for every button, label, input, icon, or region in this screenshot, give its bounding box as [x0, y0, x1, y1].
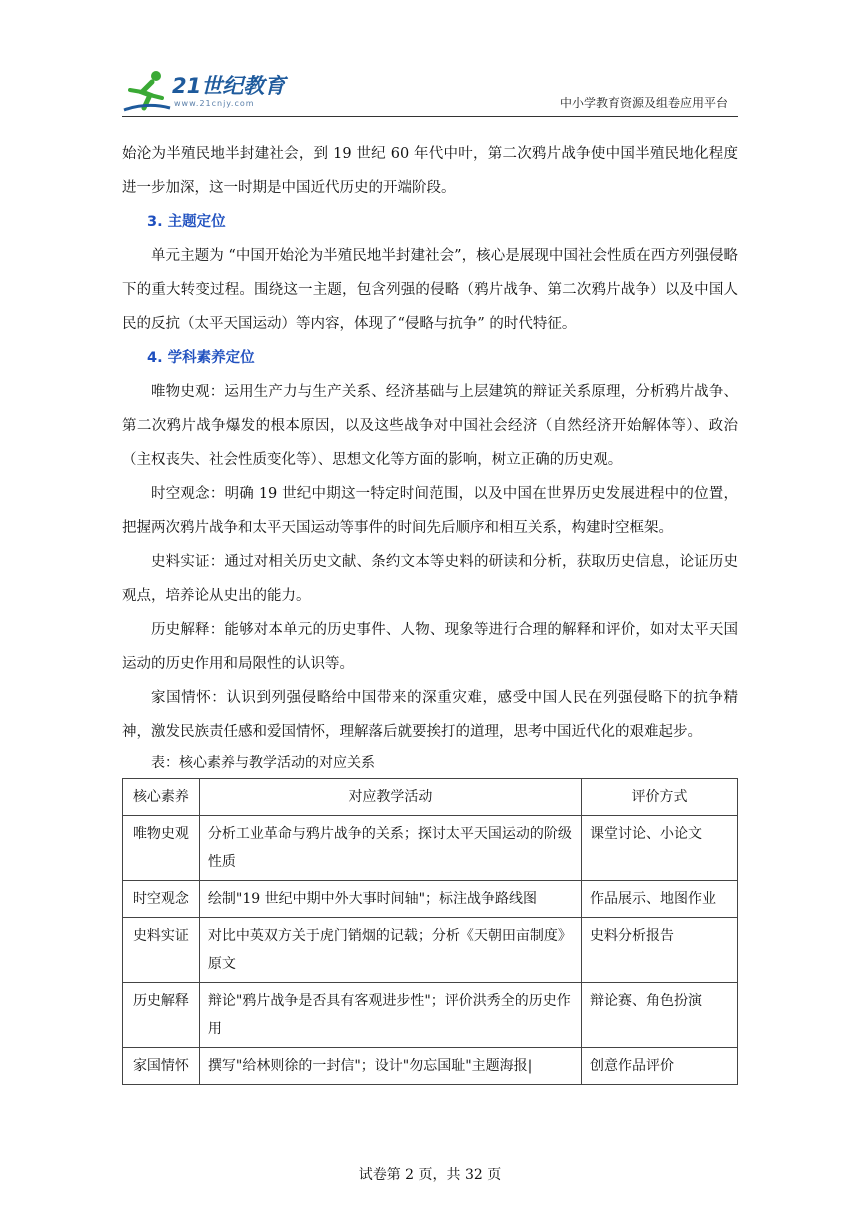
table-cell: 创意作品评价 — [582, 1048, 738, 1085]
logo-text: 21世纪教育 — [172, 74, 286, 98]
table-caption: 表：核心素养与教学活动的对应关系 — [151, 755, 375, 771]
table-cell: 家国情怀 — [123, 1048, 200, 1085]
intro-paragraph: 始沦为半殖民地半封建社会，到 19 世纪 60 年代中叶，第二次鸦片战争使中国半殖民地化程度进一步加深，这一时期是中国近代历史的开端阶段。 — [122, 146, 738, 196]
literacy-activity-table — [122, 778, 738, 1085]
table-header-cell: 对应教学活动 — [199, 779, 581, 816]
spacetime-paragraph: 时空观念：明确 19 世纪中期这一特定时间范围，以及中国在世界历史发展进程中的位置，把握两次鸦片战争和太平天国运动等事件的时间先后顺序和相互关系，构建时空框架。 — [122, 486, 738, 536]
table-cell: 课堂讨论、小论文 — [582, 816, 738, 881]
table-cell: 绘制"19 世纪中期中外大事时间轴"；标注战争路线图 — [199, 881, 581, 918]
page-header — [122, 64, 738, 117]
theme-paragraph: 单元主题为 “中国开始沦为半殖民地半封建社会”，核心是展现中国社会性质在西方列强侵略下的重大转变过程。围绕这一主题，包含列强的侵略（鸦片战争、第二次鸦片战争）以及中国人民的反抗（太平天国运动）等内容，体现了“侵略与抗争” 的时代特征。 — [122, 248, 738, 332]
table-row — [123, 918, 738, 983]
platform-name: 中小学教育资源及组卷应用平台 — [559, 96, 728, 110]
section-heading-theme: 3. 主题定位 — [147, 214, 226, 230]
logo-url: www.21cnjy.com — [174, 99, 255, 108]
evidence-paragraph: 史料实证：通过对相关历史文献、条约文本等史料的研读和分析，获取历史信息，论证历史观点，培养论从史出的能力。 — [122, 554, 738, 604]
table-header-cell: 核心素养 — [123, 779, 200, 816]
table-row — [123, 1048, 738, 1085]
table-row — [123, 881, 738, 918]
table-cell: 撰写"给林则徐的一封信"；设计"勿忘国耻"主题海报| — [199, 1048, 581, 1085]
interpretation-paragraph: 历史解释：能够对本单元的历史事件、人物、现象等进行合理的解释和评价，如对太平天国运动的历史作用和局限性的认识等。 — [122, 622, 738, 672]
table-cell: 作品展示、地图作业 — [582, 881, 738, 918]
table-cell: 唯物史观 — [123, 816, 200, 881]
page-footer: 试卷第 2 页，共 32 页 — [358, 1167, 502, 1183]
table-row — [123, 983, 738, 1048]
table-cell: 分析工业革命与鸦片战争的关系；探讨太平天国运动的阶级性质 — [199, 816, 581, 881]
patriotism-paragraph: 家国情怀：认识到列强侵略给中国带来的深重灾难，感受中国人民在列强侵略下的抗争精神，激发民族责任感和爱国情怀，理解落后就要挨打的道理，思考中国近代化的艰难起步。 — [122, 690, 738, 740]
table-cell: 对比中英双方关于虎门销烟的记载；分析《天朝田亩制度》原文 — [199, 918, 581, 983]
runner-logo-icon — [122, 68, 172, 114]
table-header-cell: 评价方式 — [582, 779, 738, 816]
table-header-row — [123, 779, 738, 816]
table-row — [123, 816, 738, 881]
logo — [122, 68, 292, 114]
table-cell: 辩论"鸦片战争是否具有客观进步性"；评价洪秀全的历史作用 — [199, 983, 581, 1048]
materialism-paragraph: 唯物史观：运用生产力与生产关系、经济基础与上层建筑的辩证关系原理，分析鸦片战争、第二次鸦片战争爆发的根本原因，以及这些战争对中国社会经济（自然经济开始解体等）、政治（主权丧失、社会性质变化等）、思想文化等方面的影响，树立正确的历史观。 — [122, 384, 738, 468]
section-heading-literacy: 4. 学科素养定位 — [147, 350, 255, 366]
table-cell: 辩论赛、角色扮演 — [582, 983, 738, 1048]
table-cell: 时空观念 — [123, 881, 200, 918]
table-cell: 史料实证 — [123, 918, 200, 983]
table-cell: 史料分析报告 — [582, 918, 738, 983]
document-body — [122, 137, 738, 777]
table-cell: 历史解释 — [123, 983, 200, 1048]
